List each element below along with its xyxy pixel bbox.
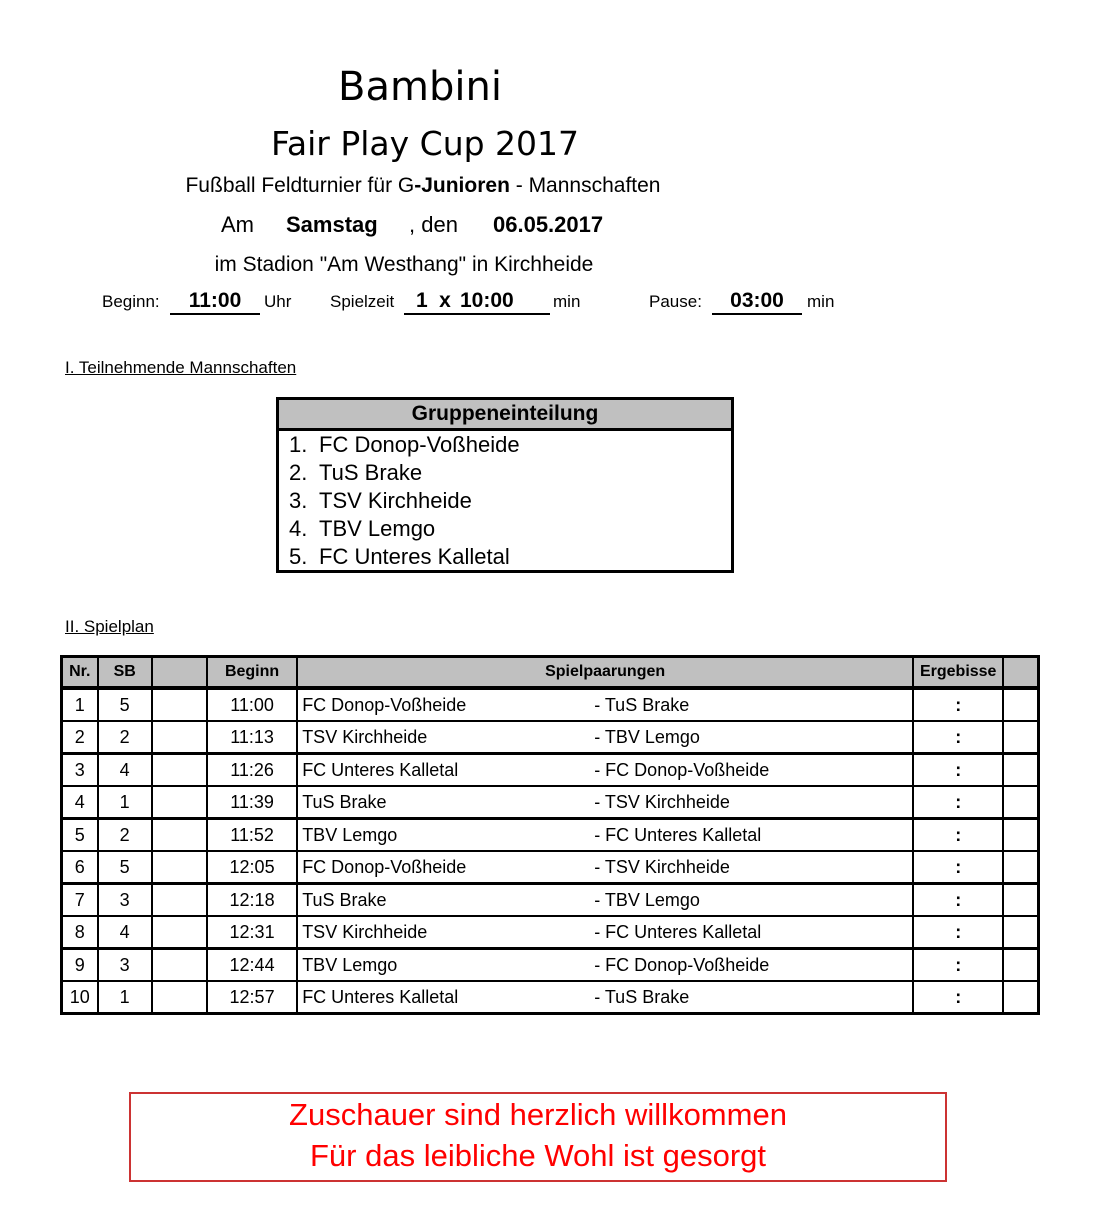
team-number: 4. [289, 516, 308, 541]
header-blank [152, 657, 207, 689]
row-time: 12:18 [207, 884, 297, 917]
row-extra [1003, 916, 1038, 949]
notice-line-1: Zuschauer sind herzlich willkommen [289, 1097, 787, 1132]
row-result: : [913, 688, 1003, 721]
row-nr: 2 [62, 721, 98, 754]
den-label: , den [409, 212, 458, 237]
row-blank [152, 949, 207, 982]
header-pairings: Spielpaarungen [297, 657, 913, 689]
notice-box [129, 1092, 947, 1182]
table-row [62, 949, 1039, 982]
home-team: TBV Lemgo [302, 954, 398, 975]
row-extra [1003, 688, 1038, 721]
date-value: 06.05.2017 [493, 212, 604, 237]
away-team: - TSV Kirchheide [594, 857, 730, 877]
team-name: TuS Brake [319, 460, 423, 485]
header-sb: SB [98, 657, 152, 689]
home-team: FC Donop-Voßheide [302, 694, 467, 715]
row-result: : [913, 916, 1003, 949]
table-row [62, 721, 1039, 754]
row-blank [152, 721, 207, 754]
beginn-value: 11:00 [170, 289, 260, 315]
beginn-label: Beginn: [102, 292, 160, 311]
home-team: TSV Kirchheide [302, 726, 428, 747]
team-number: 2. [289, 460, 308, 485]
table-header-row [62, 657, 1039, 689]
team-name: FC Unteres Kalletal [319, 544, 510, 569]
team-number: 5. [289, 544, 308, 569]
away-team: - TBV Lemgo [594, 890, 700, 910]
pause-value: 03:00 [712, 289, 802, 315]
row-nr: 7 [62, 884, 98, 917]
row-blank [152, 916, 207, 949]
group-team [289, 487, 731, 515]
header-results: Ergebisse [913, 657, 1003, 689]
day-value: Samstag [286, 212, 378, 237]
subtitle-bold: -Junioren [414, 174, 510, 197]
row-nr: 1 [62, 688, 98, 721]
team-name: TBV Lemgo [319, 516, 436, 541]
uhr-label: Uhr [264, 292, 292, 311]
row-sb: 1 [98, 981, 152, 1014]
row-sb: 3 [98, 949, 152, 982]
row-time: 11:00 [207, 688, 297, 721]
row-blank [152, 786, 207, 819]
row-nr: 4 [62, 786, 98, 819]
table-row [62, 981, 1039, 1014]
group-heading: Gruppeneinteilung [279, 400, 731, 431]
home-team: FC Unteres Kalletal [302, 759, 459, 780]
am-label: Am [221, 212, 254, 237]
subtitle-post: - Mannschaften [509, 174, 661, 197]
row-blank [152, 851, 207, 884]
row-time: 12:44 [207, 949, 297, 982]
row-sb: 2 [98, 819, 152, 852]
row-blank [152, 819, 207, 852]
away-team: - FC Unteres Kalletal [594, 922, 762, 942]
row-extra [1003, 949, 1038, 982]
row-extra [1003, 851, 1038, 884]
row-blank [152, 981, 207, 1014]
row-sb: 2 [98, 721, 152, 754]
header-extra [1003, 657, 1038, 689]
row-result: : [913, 721, 1003, 754]
away-team: - FC Donop-Voßheide [594, 955, 770, 975]
subtitle [0, 174, 846, 198]
group-list [279, 431, 731, 571]
home-team: TuS Brake [302, 791, 387, 812]
row-result: : [913, 884, 1003, 917]
spielzeit-x: x [439, 289, 451, 312]
row-pairing [297, 721, 913, 754]
group-team [289, 459, 731, 487]
group-team [289, 431, 731, 459]
row-extra [1003, 754, 1038, 787]
home-team: TSV Kirchheide [302, 921, 428, 942]
row-nr: 10 [62, 981, 98, 1014]
row-sb: 3 [98, 884, 152, 917]
table-row [62, 688, 1039, 721]
home-team: TuS Brake [302, 889, 387, 910]
table-row [62, 884, 1039, 917]
group-team [289, 543, 731, 571]
row-time: 12:57 [207, 981, 297, 1014]
row-pairing [297, 884, 913, 917]
row-pairing [297, 916, 913, 949]
row-pairing [297, 786, 913, 819]
table-row [62, 819, 1039, 852]
row-time: 12:05 [207, 851, 297, 884]
table-row [62, 786, 1039, 819]
row-nr: 6 [62, 851, 98, 884]
header-nr: Nr. [62, 657, 98, 689]
spielzeit-label: Spielzeit [330, 292, 395, 311]
spielzeit-value: 10:00 [460, 289, 514, 312]
row-extra [1003, 721, 1038, 754]
spielzeit-min-label: min [553, 292, 581, 311]
row-time: 11:13 [207, 721, 297, 754]
home-team: FC Unteres Kalletal [302, 986, 459, 1007]
pause-min-label: min [807, 292, 835, 311]
home-team: FC Donop-Voßheide [302, 856, 467, 877]
row-sb: 4 [98, 754, 152, 787]
row-blank [152, 884, 207, 917]
team-name: FC Donop-Voßheide [319, 432, 520, 457]
group-team [289, 515, 731, 543]
row-extra [1003, 981, 1038, 1014]
row-sb: 5 [98, 851, 152, 884]
row-blank [152, 688, 207, 721]
row-extra [1003, 884, 1038, 917]
row-nr: 5 [62, 819, 98, 852]
away-team: - FC Unteres Kalletal [594, 825, 762, 845]
row-pairing [297, 688, 913, 721]
event-title: Fair Play Cup 2017 [270, 124, 580, 163]
row-time: 11:26 [207, 754, 297, 787]
table-row [62, 754, 1039, 787]
team-name: TSV Kirchheide [319, 488, 472, 513]
pause-label: Pause: [649, 292, 702, 311]
row-result: : [913, 851, 1003, 884]
row-sb: 1 [98, 786, 152, 819]
title-bambini: Bambini [338, 64, 502, 110]
row-pairing [297, 851, 913, 884]
row-result: : [913, 819, 1003, 852]
schedule-table [60, 655, 1040, 1015]
team-number: 3. [289, 488, 308, 513]
section-teams-title: I. Teilnehmende Mannschaften [65, 358, 297, 377]
row-pairing [297, 981, 913, 1014]
notice-line-2: Für das leibliche Wohl ist gesorgt [309, 1138, 767, 1173]
team-number: 1. [289, 432, 308, 457]
spielzeit-count: 1 [416, 289, 428, 312]
row-nr: 3 [62, 754, 98, 787]
row-sb: 5 [98, 688, 152, 721]
table-row [62, 851, 1039, 884]
row-pairing [297, 949, 913, 982]
row-time: 11:52 [207, 819, 297, 852]
away-team: - TuS Brake [594, 695, 690, 715]
subtitle-pre: Fußball Feldturnier für G [185, 174, 415, 197]
row-pairing [297, 754, 913, 787]
away-team: - TuS Brake [594, 987, 690, 1007]
row-time: 12:31 [207, 916, 297, 949]
row-result: : [913, 949, 1003, 982]
row-result: : [913, 981, 1003, 1014]
home-team: TBV Lemgo [302, 824, 398, 845]
row-time: 11:39 [207, 786, 297, 819]
row-extra [1003, 786, 1038, 819]
row-nr: 9 [62, 949, 98, 982]
table-row [62, 916, 1039, 949]
row-result: : [913, 786, 1003, 819]
row-extra [1003, 819, 1038, 852]
row-nr: 8 [62, 916, 98, 949]
section-schedule-title: II. Spielplan [65, 617, 154, 636]
away-team: - FC Donop-Voßheide [594, 760, 770, 780]
venue: im Stadion "Am Westhang" in Kirchheide [214, 253, 594, 276]
away-team: - TSV Kirchheide [594, 792, 730, 812]
header-beginn: Beginn [207, 657, 297, 689]
away-team: - TBV Lemgo [594, 727, 700, 747]
row-sb: 4 [98, 916, 152, 949]
row-pairing [297, 819, 913, 852]
row-blank [152, 754, 207, 787]
group-box [276, 397, 734, 573]
row-result: : [913, 754, 1003, 787]
